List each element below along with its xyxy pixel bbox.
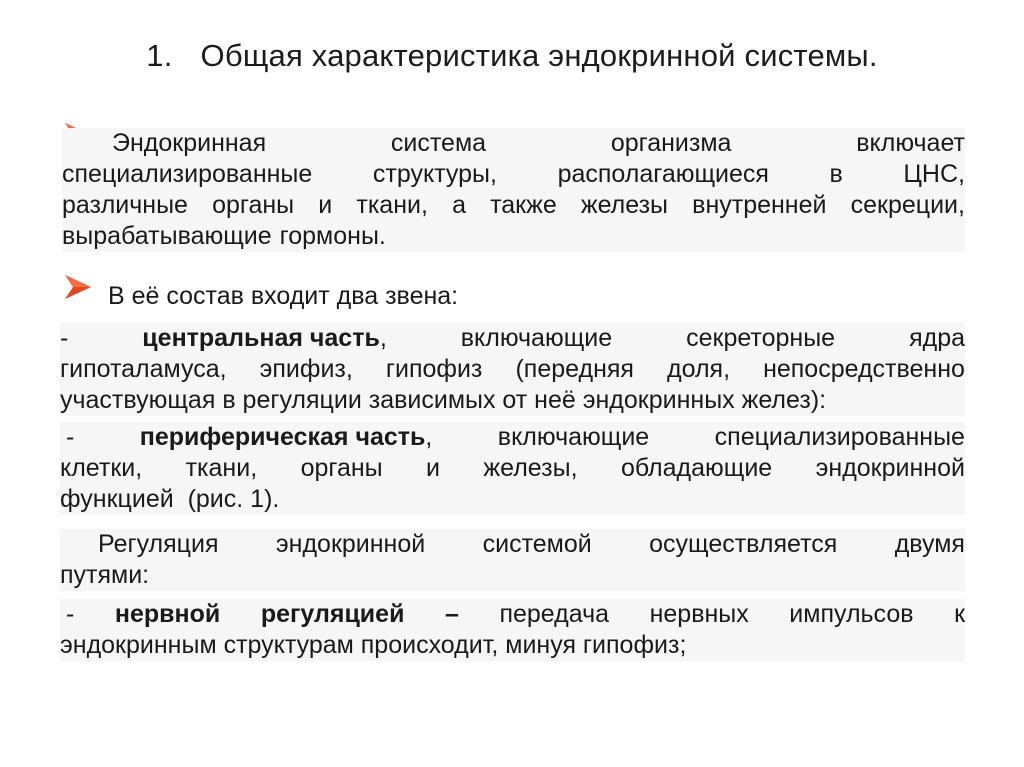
- bullet2-text: В её состав входит два звена:: [108, 282, 459, 310]
- bullet1-line4: вырабатывающие гормоны.: [62, 222, 386, 250]
- bullet1-line2: специализированные структуры, располагающиеся в ЦНС,: [62, 160, 965, 188]
- bullet3-line2: путями:: [60, 561, 150, 589]
- bullet3-block: [60, 529, 965, 591]
- title-number: 1.: [146, 38, 173, 73]
- bullet3-line1: Регуляция эндокринной системой осуществляется двумя: [98, 530, 965, 558]
- peripheral-line1: - периферическая часть, включающие специализированные: [66, 423, 965, 451]
- bullet1-line3: различные органы и ткани, а также железы внутренней секреции,: [62, 191, 965, 219]
- nervous-line1: - нервной регуляцией – передача нервных импульсов к: [66, 600, 965, 628]
- central-line3: участвующая в регуляции зависимых от неё эндокринных желез):: [60, 386, 827, 414]
- slide-title: [0, 38, 1024, 74]
- peripheral-bold: периферическая часть: [139, 423, 426, 451]
- central-line2: гипоталамуса, эпифиз, гипофиз (передняя доля, непосредственно: [60, 355, 965, 383]
- arrow-bullet-icon: [62, 272, 94, 302]
- title-text: Общая характеристика эндокринной системы.: [200, 38, 878, 73]
- central-line1: - центральная часть, включающие секреторные ядра: [60, 324, 965, 352]
- peripheral-line2: клетки, ткани, органы и железы, обладающие эндокринной: [60, 454, 965, 482]
- central-bold: центральная часть: [142, 324, 380, 352]
- peripheral-block: [60, 422, 965, 515]
- bullet1-block: [62, 128, 965, 252]
- nervous-block: [60, 599, 965, 661]
- peripheral-line3: функцией (рис. 1).: [60, 485, 280, 513]
- bullet1-line1: Эндокринная система организма включает: [112, 129, 965, 157]
- central-block: [60, 323, 965, 416]
- nervous-line2: эндокринным структурам происходит, минуя гипофиз;: [60, 631, 687, 659]
